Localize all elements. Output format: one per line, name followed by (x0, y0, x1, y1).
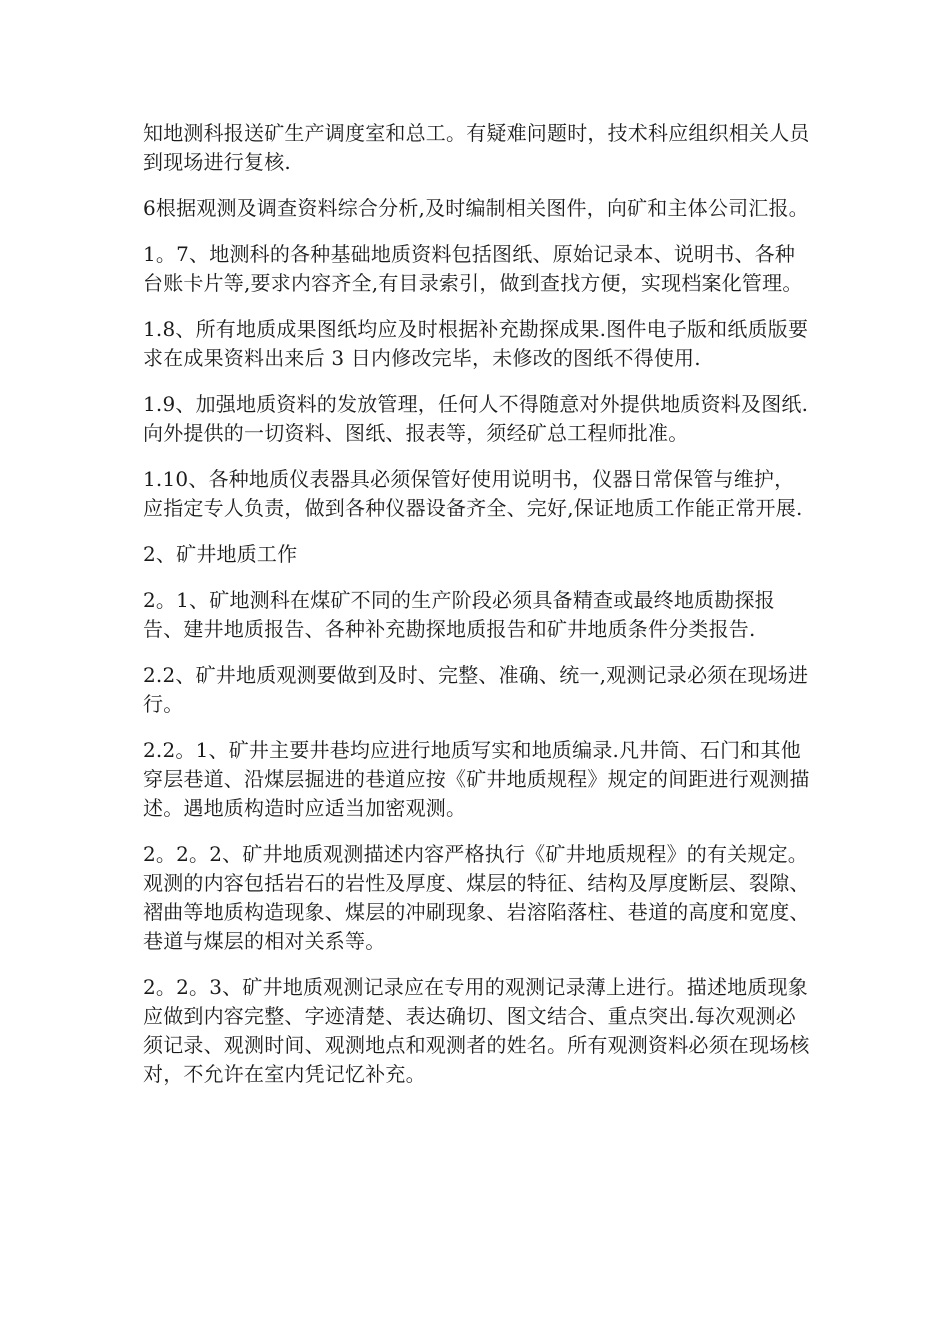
paragraph: 2。2。2、矿井地质观测描述内容严格执行《矿井地质规程》的有关规定。观测的内容包括岩石的岩性及厚度、煤层的特征、结构及厚度断层、裂隙、褶曲等地质构造现象、煤层的冲刷现象、岩溶陷落柱、巷道的高度和宽度、巷道与煤层的相对关系等。 (143, 842, 810, 953)
paragraph: 1。7、地测科的各种基础地质资料包括图纸、原始记录本、说明书、各种台账卡片等,要求内容齐全,有目录索引，做到查找方便，实现档案化管理。 (143, 242, 803, 295)
paragraph: 2.2、矿井地质观测要做到及时、完整、准确、统一,观测记录必须在现场进行。 (143, 663, 809, 716)
paragraph: 1.9、加强地质资料的发放管理，任何人不得随意对外提供地质资料及图纸.向外提供的一切资料、图纸、报表等，须经矿总工程师批准。 (143, 392, 809, 445)
paragraph: 2.2。1、矿井主要井巷均应进行地质写实和地质编录.凡井筒、石门和其他穿层巷道、沿煤层掘进的巷道应按《矿井地质规程》规定的间距进行观测描述。遇地质构造时应适当加密观测。 (143, 738, 810, 820)
paragraph: 1.8、所有地质成果图纸均应及时根据补充勘探成果.图件电子版和纸质版要求在成果资料出来后 3 日内修改完毕，未修改的图纸不得使用. (143, 317, 809, 370)
section-heading: 2、矿井地质工作 (143, 542, 298, 566)
document-body (143, 119, 811, 1106)
paragraph: 知地测科报送矿生产调度室和总工。有疑难问题时，技术科应组织相关人员到现场进行复核. (143, 121, 810, 174)
paragraph: 2。2。3、矿井地质观测记录应在专用的观测记录薄上进行。描述地质现象应做到内容完整、字迹清楚、表达确切、图文结合、重点突出.每次观测必须记录、观测时间、观测地点和观测者的姓名。所有观测资料必须在现场核对，不允许在室内凭记忆补充。 (143, 975, 810, 1086)
paragraph: 6根据观测及调查资料综合分析,及时编制相关图件，向矿和主体公司汇报。 (143, 196, 809, 220)
paragraph: 2。1、矿地测科在煤矿不同的生产阶段必须具备精查或最终地质勘探报告、建井地质报告、各种补充勘探地质报告和矿井地质条件分类报告. (143, 588, 775, 641)
paragraph: 1.10、各种地质仪表器具必须保管好使用说明书，仪器日常保管与维护，应指定专人负责，做到各种仪器设备齐全、完好,保证地质工作能正常开展. (143, 467, 803, 520)
